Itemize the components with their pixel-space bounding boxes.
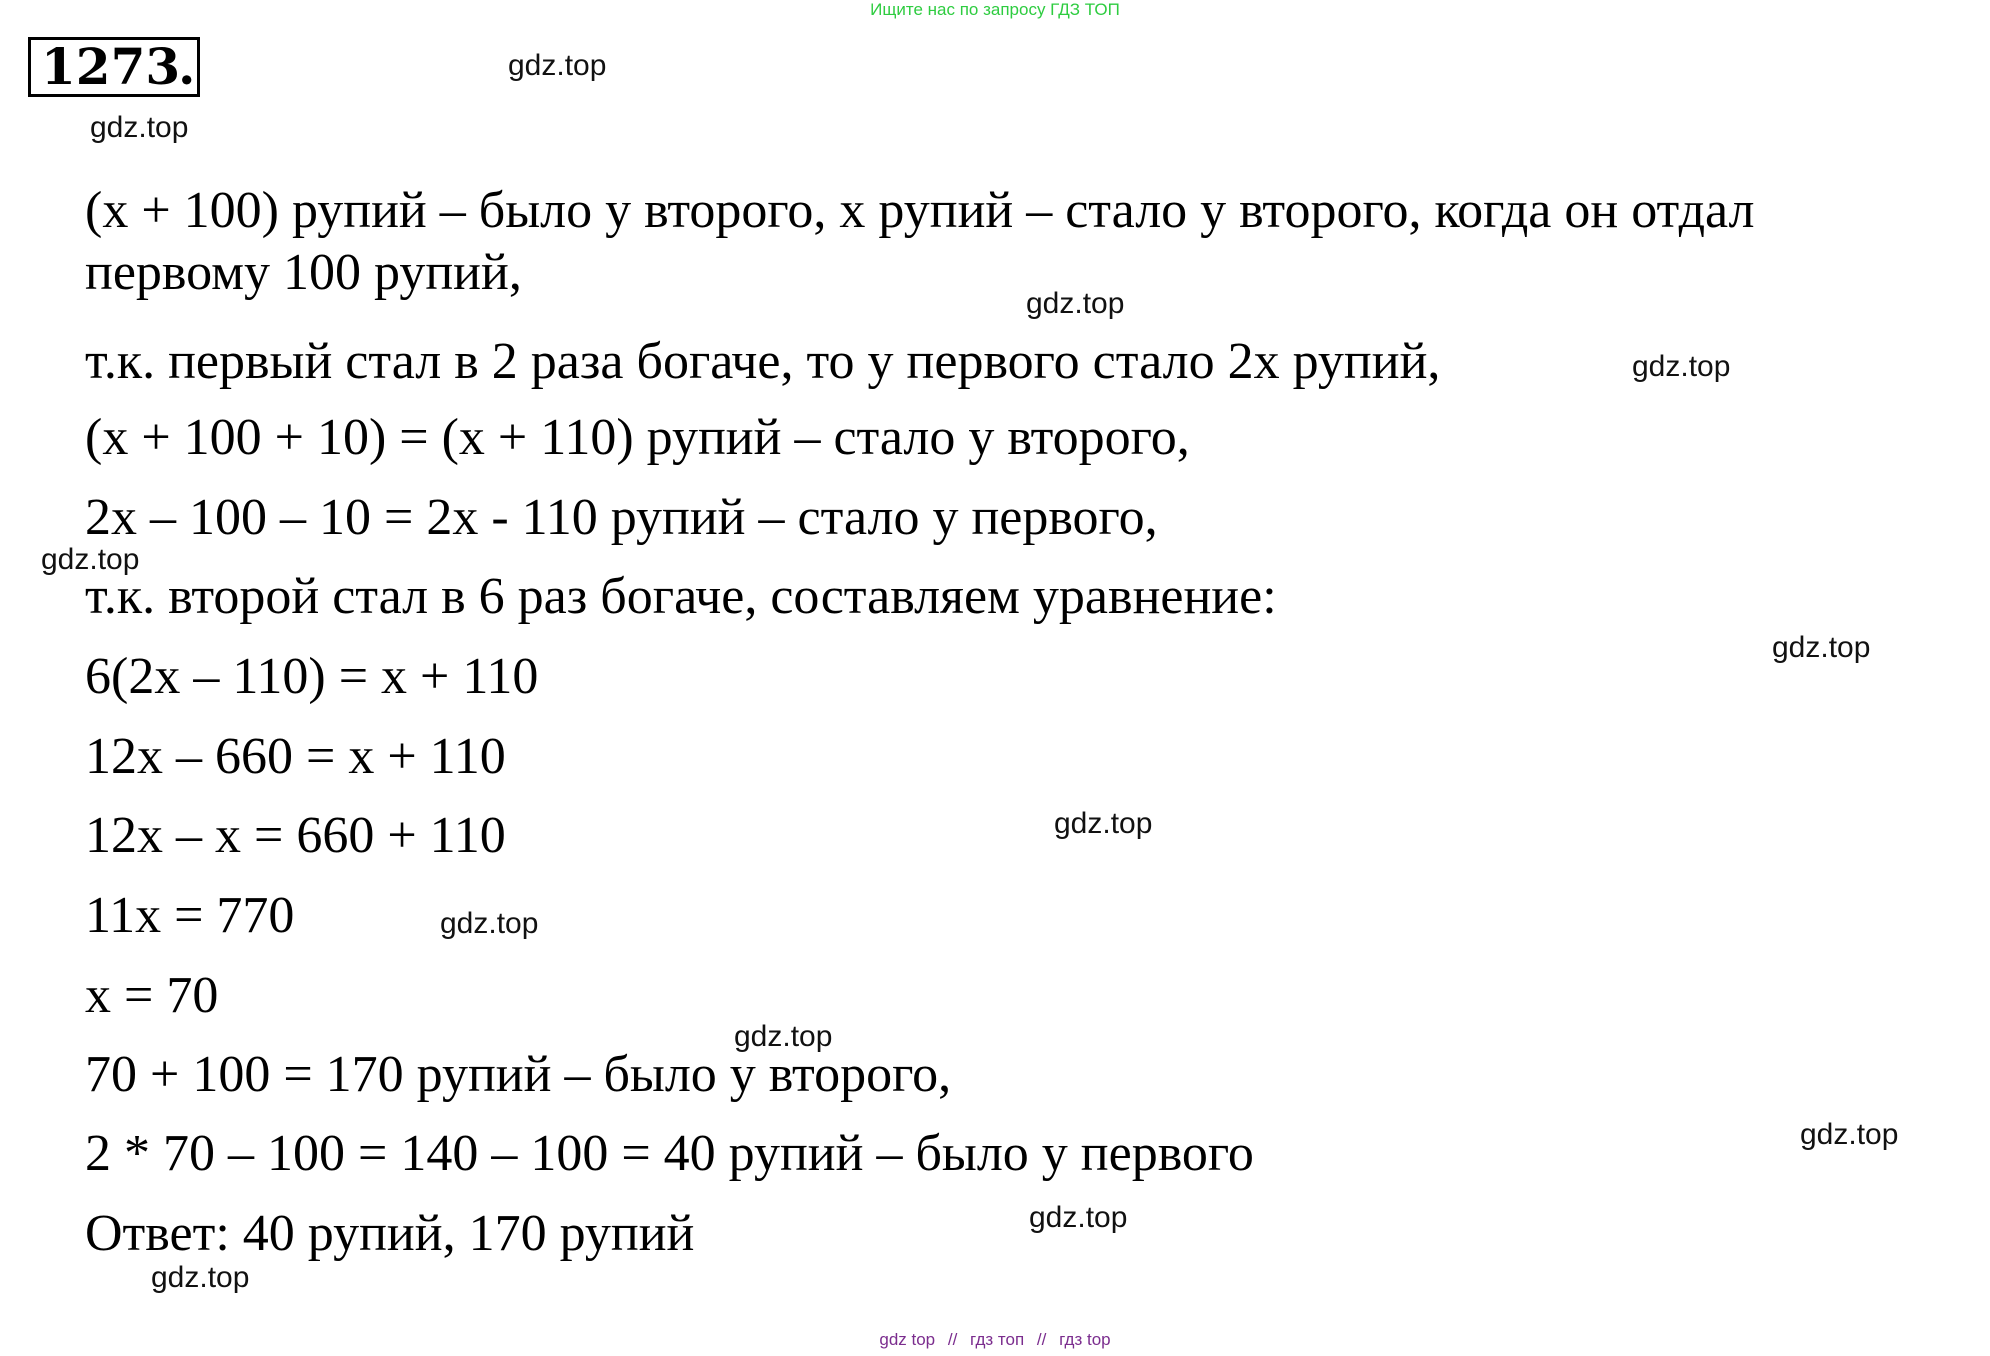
watermark: gdz.top: [508, 49, 607, 82]
watermark: gdz.top: [734, 1020, 833, 1053]
solution-line-1: (x + 100) рупий – было у второго, x рупий – стало у второго, когда он отдал: [85, 182, 1755, 239]
watermark: gdz.top: [1054, 807, 1153, 840]
solution-line-9: 12x – x = 660 + 110: [85, 807, 506, 864]
problem-number-box: [28, 37, 200, 97]
watermark: gdz.top: [1800, 1118, 1899, 1151]
solution-line-6: т.к. второй стал в 6 раз богаче, составляем уравнение:: [85, 568, 1277, 625]
footer-separator: //: [1036, 1330, 1047, 1349]
watermark: gdz.top: [440, 907, 539, 940]
solution-line-7: 6(2x – 110) = x + 110: [85, 648, 539, 705]
watermark: gdz.top: [90, 111, 189, 144]
solution-line-12: 70 + 100 = 170 рупий – было у второго,: [85, 1046, 952, 1103]
solution-line-14: Ответ: 40 рупий, 170 рупий: [85, 1205, 695, 1262]
watermark: gdz.top: [41, 543, 140, 576]
watermark: gdz.top: [1772, 631, 1871, 664]
problem-number: 1273: [41, 37, 181, 96]
footer-link-gdz-top-mixed[interactable]: гдз top: [1059, 1330, 1111, 1349]
solution-line-11: x = 70: [85, 967, 219, 1024]
solution-line-2: первому 100 рупий,: [85, 244, 522, 301]
watermark: gdz.top: [1029, 1201, 1128, 1234]
solution-line-5: 2x – 100 – 10 = 2x - 110 рупий – стало у первого,: [85, 489, 1158, 546]
problem-number-dot: .: [178, 37, 196, 96]
watermark: gdz.top: [1632, 350, 1731, 383]
footer-link-gdz-top-cyrillic[interactable]: гдз топ: [970, 1330, 1025, 1349]
watermark: gdz.top: [1026, 287, 1125, 320]
footer-separator: //: [947, 1330, 958, 1349]
bottom-links: [0, 1330, 1990, 1350]
footer-link-gdz-top[interactable]: gdz top: [879, 1330, 936, 1349]
solution-line-3: т.к. первый стал в 2 раза богаче, то у первого стало 2x рупий,: [85, 333, 1441, 390]
solution-line-13: 2 * 70 – 100 = 140 – 100 = 40 рупий – было у первого: [85, 1125, 1254, 1182]
watermark: gdz.top: [151, 1261, 250, 1294]
solution-line-8: 12x – 660 = x + 110: [85, 728, 506, 785]
solution-line-4: (x + 100 + 10) = (x + 110) рупий – стало у второго,: [85, 409, 1190, 466]
solution-line-10: 11x = 770: [85, 887, 295, 944]
top-banner: Ищите нас по запросу ГДЗ ТОП: [870, 0, 1120, 19]
